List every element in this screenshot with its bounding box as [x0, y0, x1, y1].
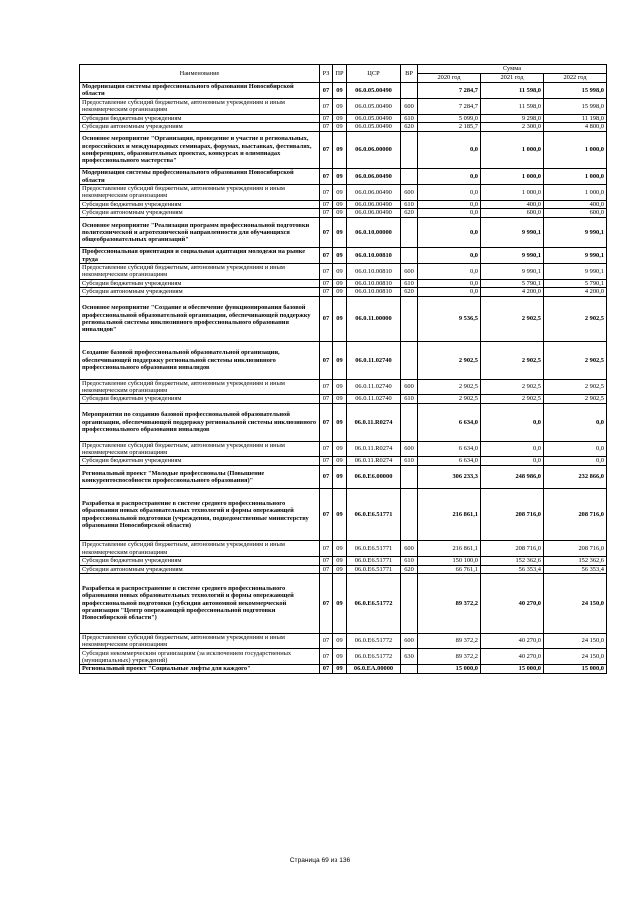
row-vr	[401, 465, 418, 488]
row-sum-2021: 2 300,0	[481, 123, 544, 132]
row-pr: 09	[333, 217, 347, 247]
row-pr: 09	[333, 288, 347, 297]
row-sum-2020: 0,0	[418, 131, 481, 169]
row-rz: 07	[320, 557, 333, 566]
row-csr: 06.0.10.00810	[347, 264, 401, 280]
row-name: Создание базовой профессиональной образовательной организации, обеспечивающей поддержку региональной системы инклюзивного профессионального образования инвалидов	[80, 341, 320, 379]
row-name: Предоставление субсидий бюджетным, автономным учреждениям и иным некоммерческим организациям	[80, 633, 320, 649]
row-csr: 06.0.06.00490	[347, 169, 401, 185]
row-name: Предоставление субсидий бюджетным, автономным учреждениям и иным некоммерческим организациям	[80, 98, 320, 114]
row-sum-2020: 9 536,5	[418, 296, 481, 341]
row-sum-2020: 0,0	[418, 264, 481, 280]
row-rz: 07	[320, 114, 333, 123]
row-sum-2022: 4 800,0	[544, 123, 607, 132]
row-name: Основное мероприятие "Организация, проведение и участие в региональных, всероссийских и международных семинарах, форумах, выставках, фестивалях, конференциях, образовательных проектах, конкурсах и олимпиадах профессионального мастерства"	[80, 131, 320, 169]
row-pr: 09	[333, 209, 347, 218]
row-sum-2022: 152 362,6	[544, 557, 607, 566]
row-vr: 600	[401, 379, 418, 395]
header-year-2021: 2021 год	[481, 74, 544, 83]
row-sum-2020: 0,0	[418, 185, 481, 201]
row-sum-2022: 9 990,1	[544, 217, 607, 247]
row-sum-2020: 66 761,1	[418, 565, 481, 574]
row-name: Предоставление субсидий бюджетным, автономным учреждениям и иным некоммерческим организациям	[80, 541, 320, 557]
header-year-2020: 2020 год	[418, 74, 481, 83]
row-name: Субсидии автономным учреждениям	[80, 288, 320, 297]
row-csr: 06.0.11.R0274	[347, 441, 401, 457]
table-body	[80, 83, 607, 674]
row-pr: 09	[333, 123, 347, 132]
row-pr: 09	[333, 83, 347, 99]
row-sum-2022: 2 902,5	[544, 379, 607, 395]
row-pr: 09	[333, 200, 347, 209]
budget-table	[79, 64, 607, 674]
row-rz: 07	[320, 185, 333, 201]
row-sum-2022: 208 716,0	[544, 488, 607, 540]
row-rz: 07	[320, 565, 333, 574]
table-row	[80, 98, 607, 114]
row-sum-2021: 2 902,5	[481, 395, 544, 404]
table-row	[80, 264, 607, 280]
row-rz: 07	[320, 403, 333, 441]
row-csr: 06.0.06.00000	[347, 131, 401, 169]
row-sum-2020: 216 861,1	[418, 541, 481, 557]
row-vr: 600	[401, 98, 418, 114]
row-sum-2020: 0,0	[418, 279, 481, 288]
row-rz: 07	[320, 341, 333, 379]
row-vr: 620	[401, 209, 418, 218]
row-sum-2020: 5 099,0	[418, 114, 481, 123]
row-sum-2021: 248 986,0	[481, 465, 544, 488]
row-csr: 06.0.E6.51772	[347, 633, 401, 649]
row-pr: 09	[333, 169, 347, 185]
row-csr: 06.0.05.00490	[347, 83, 401, 99]
table-row	[80, 114, 607, 123]
row-sum-2021: 1 000,0	[481, 131, 544, 169]
row-csr: 06.0.11.02740	[347, 379, 401, 395]
row-sum-2022: 1 000,0	[544, 169, 607, 185]
row-vr	[401, 248, 418, 264]
row-vr	[401, 488, 418, 540]
row-sum-2022: 1 000,0	[544, 131, 607, 169]
row-sum-2021: 2 902,5	[481, 341, 544, 379]
row-sum-2021: 1 000,0	[481, 185, 544, 201]
row-name: Субсидии бюджетным учреждениям	[80, 557, 320, 566]
row-sum-2021: 4 200,0	[481, 288, 544, 297]
row-vr: 600	[401, 633, 418, 649]
table-row	[80, 465, 607, 488]
row-sum-2022: 2 902,5	[544, 395, 607, 404]
table-row	[80, 395, 607, 404]
row-name: Профессиональная ориентация и социальная адаптация молодежи на рынке труда	[80, 248, 320, 264]
row-pr: 09	[333, 395, 347, 404]
table-row	[80, 169, 607, 185]
row-vr	[401, 169, 418, 185]
row-csr: 06.0.11.02740	[347, 395, 401, 404]
table-row	[80, 665, 607, 674]
row-rz: 07	[320, 395, 333, 404]
row-name: Предоставление субсидий бюджетным, автономным учреждениям и иным некоммерческим организациям	[80, 185, 320, 201]
row-rz: 07	[320, 209, 333, 218]
row-pr: 09	[333, 574, 347, 634]
row-vr	[401, 403, 418, 441]
row-name: Предоставление субсидий бюджетным, автономным учреждениям и иным некоммерческим организациям	[80, 441, 320, 457]
row-rz: 07	[320, 465, 333, 488]
row-sum-2021: 9 990,1	[481, 248, 544, 264]
row-sum-2020: 2 902,5	[418, 341, 481, 379]
row-name: Субсидии бюджетным учреждениям	[80, 279, 320, 288]
row-rz: 07	[320, 279, 333, 288]
row-sum-2020: 89 372,2	[418, 633, 481, 649]
row-pr: 09	[333, 341, 347, 379]
table-row	[80, 217, 607, 247]
row-sum-2020: 2 902,5	[418, 395, 481, 404]
table-row	[80, 123, 607, 132]
row-sum-2022: 0,0	[544, 457, 607, 466]
row-sum-2021: 600,0	[481, 209, 544, 218]
row-name: Субсидии автономным учреждениям	[80, 565, 320, 574]
row-sum-2020: 6 634,0	[418, 441, 481, 457]
row-csr: 06.0.11.R0274	[347, 457, 401, 466]
table-row	[80, 633, 607, 649]
row-rz: 07	[320, 83, 333, 99]
row-sum-2020: 7 284,7	[418, 83, 481, 99]
row-sum-2022: 0,0	[544, 441, 607, 457]
row-rz: 07	[320, 123, 333, 132]
row-sum-2020: 6 634,0	[418, 403, 481, 441]
row-pr: 09	[333, 264, 347, 280]
row-vr: 630	[401, 649, 418, 665]
row-vr: 600	[401, 541, 418, 557]
row-rz: 07	[320, 574, 333, 634]
header-name: Наименование	[80, 65, 320, 83]
row-vr	[401, 296, 418, 341]
row-pr: 09	[333, 649, 347, 665]
table-row	[80, 341, 607, 379]
row-sum-2020: 2 185,7	[418, 123, 481, 132]
row-pr: 09	[333, 296, 347, 341]
row-vr: 610	[401, 457, 418, 466]
row-rz: 07	[320, 649, 333, 665]
row-rz: 07	[320, 288, 333, 297]
row-sum-2022: 4 200,0	[544, 288, 607, 297]
row-vr: 610	[401, 114, 418, 123]
table-row	[80, 441, 607, 457]
row-csr: 06.0.05.00490	[347, 98, 401, 114]
row-vr: 600	[401, 185, 418, 201]
table-row	[80, 457, 607, 466]
row-csr: 06.0.EA.00000	[347, 665, 401, 674]
row-sum-2022: 24 150,0	[544, 574, 607, 634]
row-sum-2022: 1 000,0	[544, 185, 607, 201]
row-name: Субсидии некоммерческим организациям (за исключением государственных (муниципальных) учреждений)	[80, 649, 320, 665]
row-sum-2021: 2 902,5	[481, 296, 544, 341]
row-sum-2022: 56 353,4	[544, 565, 607, 574]
row-sum-2020: 216 861,1	[418, 488, 481, 540]
row-rz: 07	[320, 217, 333, 247]
row-name: Мероприятия по созданию базовой профессиональной образовательной организации, обеспечивающей поддержку региональной системы инклюзивного профессионального образования инвалидов	[80, 403, 320, 441]
row-name: Региональный проект "Социальные лифты для каждого"	[80, 665, 320, 674]
row-sum-2021: 5 790,1	[481, 279, 544, 288]
row-sum-2021: 56 353,4	[481, 565, 544, 574]
row-sum-2020: 89 372,2	[418, 649, 481, 665]
row-pr: 09	[333, 98, 347, 114]
row-sum-2021: 0,0	[481, 457, 544, 466]
row-name: Субсидии автономным учреждениям	[80, 209, 320, 218]
row-rz: 07	[320, 541, 333, 557]
row-sum-2021: 0,0	[481, 403, 544, 441]
row-sum-2020: 2 902,5	[418, 379, 481, 395]
row-name: Модернизация системы профессионального образования Новосибирской области	[80, 83, 320, 99]
row-pr: 09	[333, 457, 347, 466]
row-vr: 620	[401, 565, 418, 574]
row-csr: 06.0.10.00810	[347, 248, 401, 264]
row-sum-2020: 0,0	[418, 288, 481, 297]
row-name: Разработка и распространение в системе среднего профессионального образования новых образовательных технологий и формы опережающей профессиональной подготовки (учреждения, подведомственные министерству образования Новосибирской области)	[80, 488, 320, 540]
row-rz: 07	[320, 441, 333, 457]
row-sum-2022: 9 990,1	[544, 248, 607, 264]
row-pr: 09	[333, 248, 347, 264]
table-row	[80, 488, 607, 540]
row-sum-2021: 2 902,5	[481, 379, 544, 395]
row-sum-2022: 2 902,5	[544, 296, 607, 341]
row-sum-2021: 9 990,1	[481, 264, 544, 280]
row-sum-2021: 40 270,0	[481, 574, 544, 634]
table-row	[80, 83, 607, 99]
table-row	[80, 296, 607, 341]
row-sum-2020: 6 634,0	[418, 457, 481, 466]
table-row	[80, 557, 607, 566]
row-sum-2022: 600,0	[544, 209, 607, 218]
header-pr: ПР	[333, 65, 347, 83]
row-pr: 09	[333, 403, 347, 441]
row-sum-2021: 9 298,0	[481, 114, 544, 123]
row-sum-2020: 0,0	[418, 169, 481, 185]
row-sum-2022: 208 716,0	[544, 541, 607, 557]
row-csr: 06.0.05.00490	[347, 114, 401, 123]
table-row	[80, 248, 607, 264]
row-name: Региональный проект "Молодые профессионалы (Повышение конкурентоспособности профессионального образования)"	[80, 465, 320, 488]
row-pr: 09	[333, 279, 347, 288]
row-pr: 09	[333, 131, 347, 169]
row-csr: 06.0.06.00490	[347, 185, 401, 201]
row-name: Субсидии бюджетным учреждениям	[80, 395, 320, 404]
table-row	[80, 200, 607, 209]
table-row	[80, 403, 607, 441]
row-sum-2020: 0,0	[418, 209, 481, 218]
row-csr: 06.0.11.00000	[347, 296, 401, 341]
row-csr: 06.0.E6.51771	[347, 557, 401, 566]
row-name: Основное мероприятие "Реализация программ профессиональной подготовки политехнической и агротехнической направленности для обучающихся общеобразовательных организаций"	[80, 217, 320, 247]
table-row	[80, 541, 607, 557]
row-sum-2022: 15 998,0	[544, 83, 607, 99]
row-vr	[401, 574, 418, 634]
row-sum-2020: 150 100,0	[418, 557, 481, 566]
row-sum-2021: 1 000,0	[481, 169, 544, 185]
row-rz: 07	[320, 457, 333, 466]
row-rz: 07	[320, 379, 333, 395]
row-name: Субсидии бюджетным учреждениям	[80, 200, 320, 209]
table-row	[80, 379, 607, 395]
row-pr: 09	[333, 665, 347, 674]
row-sum-2022: 232 866,0	[544, 465, 607, 488]
table-row	[80, 649, 607, 665]
row-sum-2021: 40 270,0	[481, 649, 544, 665]
header-csr: ЦСР	[347, 65, 401, 83]
row-sum-2022: 9 990,1	[544, 264, 607, 280]
row-csr: 06.0.E6.51772	[347, 649, 401, 665]
row-rz: 07	[320, 131, 333, 169]
row-sum-2020: 7 284,7	[418, 98, 481, 114]
row-pr: 09	[333, 488, 347, 540]
row-vr: 610	[401, 279, 418, 288]
table-row	[80, 185, 607, 201]
row-pr: 09	[333, 441, 347, 457]
table-row	[80, 131, 607, 169]
row-name: Предоставление субсидий бюджетным, автономным учреждениям и иным некоммерческим организациям	[80, 379, 320, 395]
row-sum-2022: 24 150,0	[544, 649, 607, 665]
row-sum-2021: 152 362,6	[481, 557, 544, 566]
row-sum-2022: 5 790,1	[544, 279, 607, 288]
row-pr: 09	[333, 465, 347, 488]
row-rz: 07	[320, 98, 333, 114]
row-sum-2021: 11 598,0	[481, 98, 544, 114]
row-sum-2021: 0,0	[481, 441, 544, 457]
row-pr: 09	[333, 114, 347, 123]
table-row	[80, 288, 607, 297]
row-sum-2020: 15 000,0	[418, 665, 481, 674]
row-pr: 09	[333, 541, 347, 557]
row-sum-2021: 400,0	[481, 200, 544, 209]
row-sum-2021: 208 716,0	[481, 488, 544, 540]
row-csr: 06.0.E6.51771	[347, 541, 401, 557]
row-sum-2020: 89 372,2	[418, 574, 481, 634]
row-rz: 07	[320, 169, 333, 185]
header-sum: Сумма	[418, 65, 607, 74]
row-vr: 600	[401, 264, 418, 280]
row-vr	[401, 665, 418, 674]
table-header	[80, 65, 607, 83]
row-name: Предоставление субсидий бюджетным, автономным учреждениям и иным некоммерческим организациям	[80, 264, 320, 280]
row-pr: 09	[333, 557, 347, 566]
header-rz: РЗ	[320, 65, 333, 83]
row-vr: 620	[401, 288, 418, 297]
row-vr	[401, 83, 418, 99]
row-csr: 06.0.E6.00000	[347, 465, 401, 488]
row-name: Модернизация системы профессионального образования Новосибирской области	[80, 169, 320, 185]
page-number: Страница 69 из 136	[289, 857, 351, 864]
row-csr: 06.0.05.00490	[347, 123, 401, 132]
row-pr: 09	[333, 633, 347, 649]
row-sum-2020: 0,0	[418, 217, 481, 247]
row-csr: 06.0.E6.51771	[347, 488, 401, 540]
row-sum-2020: 306 233,3	[418, 465, 481, 488]
table-row	[80, 565, 607, 574]
table-row	[80, 209, 607, 218]
row-vr	[401, 217, 418, 247]
row-rz: 07	[320, 665, 333, 674]
row-vr: 620	[401, 123, 418, 132]
table-row	[80, 279, 607, 288]
row-rz: 07	[320, 248, 333, 264]
row-sum-2022: 2 902,5	[544, 341, 607, 379]
row-sum-2021: 9 990,1	[481, 217, 544, 247]
row-rz: 07	[320, 264, 333, 280]
row-sum-2022: 24 150,0	[544, 633, 607, 649]
row-pr: 09	[333, 185, 347, 201]
row-sum-2022: 11 198,0	[544, 114, 607, 123]
row-vr	[401, 131, 418, 169]
row-vr: 610	[401, 395, 418, 404]
row-rz: 07	[320, 488, 333, 540]
row-sum-2022: 15 000,0	[544, 665, 607, 674]
row-csr: 06.0.11.R0274	[347, 403, 401, 441]
header-year-2022: 2022 год	[544, 74, 607, 83]
row-csr: 06.0.10.00810	[347, 288, 401, 297]
row-csr: 06.0.E6.51771	[347, 565, 401, 574]
header-vr: ВР	[401, 65, 418, 83]
table-row	[80, 574, 607, 634]
row-csr: 06.0.11.02740	[347, 341, 401, 379]
row-sum-2022: 0,0	[544, 403, 607, 441]
row-csr: 06.0.10.00810	[347, 279, 401, 288]
row-csr: 06.0.10.00000	[347, 217, 401, 247]
row-sum-2020: 0,0	[418, 248, 481, 264]
row-csr: 06.0.06.00490	[347, 209, 401, 218]
row-vr: 610	[401, 557, 418, 566]
row-name: Субсидии бюджетным учреждениям	[80, 457, 320, 466]
row-rz: 07	[320, 633, 333, 649]
row-name: Разработка и распространение в системе среднего профессионального образования новых образовательных технологий и формы опережающей профессиональной подготовки (субсидия автономной некоммерческой организации "Центр опережающей профессиональной подготовки Новосибирской области")	[80, 574, 320, 634]
row-csr: 06.0.E6.51772	[347, 574, 401, 634]
row-pr: 09	[333, 565, 347, 574]
row-sum-2021: 40 270,0	[481, 633, 544, 649]
row-name: Основное мероприятие "Создание и обеспечение функционирования базовой профессиональной образовательной организации, обеспечивающей поддержку региональной системы инклюзивного профессионального образования инвалидов"	[80, 296, 320, 341]
row-sum-2022: 15 998,0	[544, 98, 607, 114]
row-sum-2021: 11 598,0	[481, 83, 544, 99]
row-name: Субсидии бюджетным учреждениям	[80, 114, 320, 123]
row-sum-2021: 15 000,0	[481, 665, 544, 674]
row-rz: 07	[320, 200, 333, 209]
row-sum-2021: 208 716,0	[481, 541, 544, 557]
row-sum-2020: 0,0	[418, 200, 481, 209]
row-vr: 600	[401, 441, 418, 457]
row-csr: 06.0.06.00490	[347, 200, 401, 209]
row-vr: 610	[401, 200, 418, 209]
row-pr: 09	[333, 379, 347, 395]
row-rz: 07	[320, 296, 333, 341]
row-name: Субсидии автономным учреждениям	[80, 123, 320, 132]
row-vr	[401, 341, 418, 379]
row-sum-2022: 400,0	[544, 200, 607, 209]
